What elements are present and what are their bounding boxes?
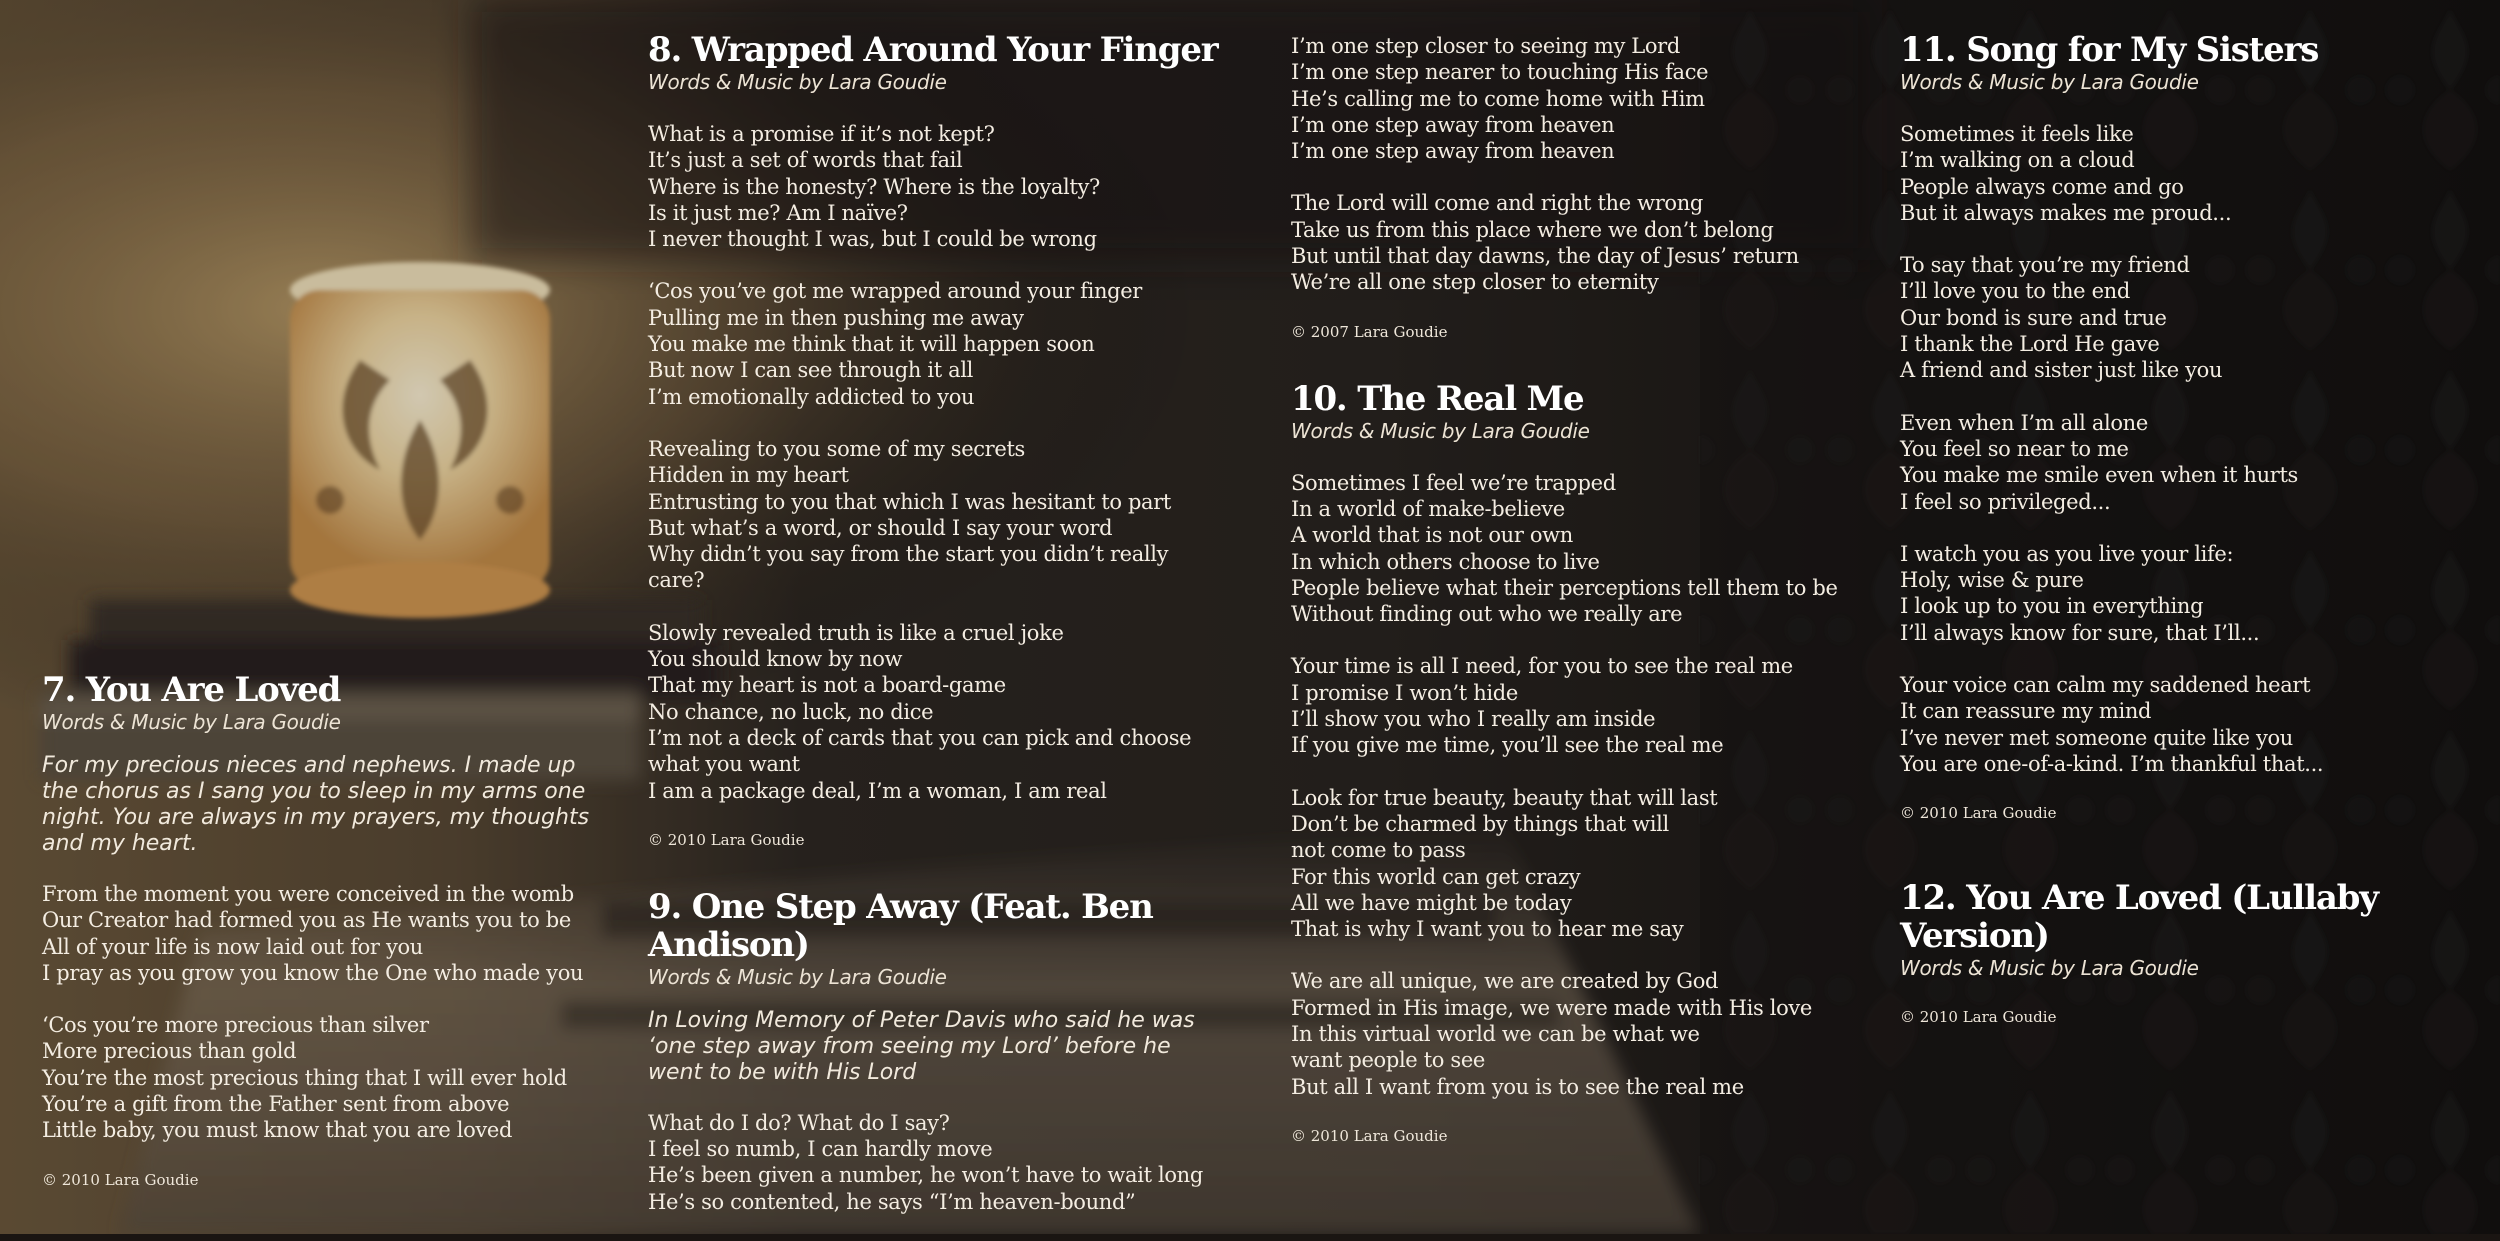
stanza <box>42 1012 602 1143</box>
stanza <box>1291 190 1891 295</box>
lyric-line: He’s calling me to come home with Him <box>1291 86 1705 111</box>
copyright: © 2010 Lara Goudie <box>1900 804 2057 823</box>
song-11 <box>1900 31 2460 823</box>
stanza <box>1291 470 1891 628</box>
lyric-line: In a world of make-believe <box>1291 496 1565 521</box>
lyric-line: Slowly revealed truth is like a cruel joke <box>648 620 1064 645</box>
lyric-line: not come to pass <box>1291 838 1466 863</box>
lyric-line: Sometimes I feel we’re trapped <box>1291 470 1616 495</box>
stanza <box>1900 672 2460 777</box>
lyric-line: You make me think that it will happen soon <box>648 332 1095 357</box>
lyric-line: I never thought I was, but I could be wrong <box>648 227 1097 252</box>
song-title: 10. The Real Me <box>1291 378 1584 419</box>
stanza <box>648 278 1258 409</box>
lyric-line: Our Creator had formed you as He wants you to be <box>42 908 571 933</box>
lyric-line: Where is the honesty? Where is the loyalty? <box>648 174 1100 199</box>
column-4 <box>1900 31 2460 1027</box>
song-credit: Words & Music by Lara Goudie <box>1900 70 2199 94</box>
lyric-line: I watch you as you live your life: <box>1900 541 2234 566</box>
lyric-line: To say that you’re my friend <box>1900 253 2190 278</box>
lyric-line: That is why I want you to hear me say <box>1291 917 1684 942</box>
lyric-line: Revealing to you some of my secrets <box>648 436 1025 461</box>
lyric-line: In this virtual world we can be what we <box>1291 1022 1700 1047</box>
lyric-line: Without finding out who we really are <box>1291 602 1683 627</box>
lyric-line: I’m not a deck of cards that you can pick and choose what you want <box>648 725 1192 777</box>
lyric-line: ‘Cos you’re more precious than silver <box>42 1013 429 1038</box>
lyric-line: But it always makes me proud... <box>1900 200 2232 225</box>
stanza <box>1900 252 2460 383</box>
stanza <box>648 1110 1258 1215</box>
lyric-line: Sometimes it feels like <box>1900 122 2134 146</box>
lyric-line: You are one-of-a-kind. I’m thankful that... <box>1900 751 2324 776</box>
stanza <box>1291 653 1891 758</box>
lyric-line: Our bond is sure and true <box>1900 305 2167 330</box>
stanza <box>648 620 1258 804</box>
lyric-line: We are all unique, we are created by God <box>1291 969 1719 994</box>
song-credit: Words & Music by Lara Goudie <box>1291 418 1590 443</box>
stanza <box>648 121 1258 252</box>
lyric-line: But what’s a word, or should I say your word <box>648 515 1113 540</box>
column-1 <box>42 671 602 1190</box>
lyric-line: Entrusting to you that which I was hesitant to part <box>648 489 1171 514</box>
song-9 <box>648 888 1258 1215</box>
lyric-line: Pulling me in then pushing me away <box>648 305 1024 330</box>
lyric-line: I’m one step nearer to touching His face <box>1291 60 1709 85</box>
song-title: 7. You Are Loved <box>42 670 341 710</box>
lyric-line: Holy, wise & pure <box>1900 568 2084 593</box>
lyric-line: What do I do? What do I say? <box>648 1110 950 1135</box>
copyright: © 2010 Lara Goudie <box>1900 1008 2057 1027</box>
lyric-line: I am a package deal, I’m a woman, I am real <box>648 778 1107 803</box>
column-3 <box>1291 33 1891 1146</box>
lyric-line: From the moment you were conceived in the womb <box>42 882 574 906</box>
copyright: © 2010 Lara Goudie <box>42 1170 199 1189</box>
lyric-line: But now I can see through it all <box>648 358 974 383</box>
lyric-line: A world that is not our own <box>1291 523 1573 548</box>
lyric-line: want people to see <box>1291 1048 1485 1073</box>
copyright: © 2010 Lara Goudie <box>648 830 805 849</box>
lyric-line: I promise I won’t hide <box>1291 680 1518 705</box>
lyric-line: I’ll always know for sure, that I’ll... <box>1900 620 2260 645</box>
song-title: 8. Wrapped Around Your Finger <box>648 30 1218 70</box>
lyric-line: I pray as you grow you know the One who made you <box>42 960 584 985</box>
lyric-line: Your voice can calm my saddened heart <box>1900 673 2311 698</box>
lyric-line: I’m one step closer to seeing my Lord <box>1291 34 1680 58</box>
lyric-line: Your time is all I need, for you to see the real me <box>1291 654 1793 679</box>
stanza <box>1900 541 2460 646</box>
song-10 <box>1291 380 1891 1146</box>
lyric-line: You’re a gift from the Father sent from above <box>42 1092 510 1117</box>
song-dedication: For my precious nieces and nephews. I made up the chorus as I sang you to sleep in my arms one night. You are always in my prayers, my thoughts and my heart. <box>42 753 590 856</box>
copyright: © 2010 Lara Goudie <box>1291 1126 1448 1145</box>
lyric-line: More precious than gold <box>42 1039 297 1064</box>
lyric-line: I’m emotionally addicted to you <box>648 384 975 409</box>
stanza <box>1291 785 1891 943</box>
copyright: © 2007 Lara Goudie <box>1291 322 1448 341</box>
song-credit: Words & Music by Lara Goudie <box>648 70 947 94</box>
column-2 <box>648 31 1258 1241</box>
lyric-line: Take us from this place where we don’t belong <box>1291 217 1774 242</box>
song-9-continued <box>1291 33 1891 342</box>
lyric-line: The Lord will come and right the wrong <box>1291 191 1703 216</box>
song-7 <box>42 671 602 1190</box>
lyric-line: Even when I’m all alone <box>1900 410 2148 435</box>
lyric-line: Look for true beauty, beauty that will last <box>1291 785 1718 810</box>
lyric-line: You’re the most precious thing that I will ever hold <box>42 1065 567 1090</box>
lyric-line: I’m one step away from heaven <box>1291 139 1615 164</box>
lyric-line: Little baby, you must know that you are loved <box>42 1118 513 1143</box>
stanza <box>648 436 1258 594</box>
lyric-line: Why didn’t you say from the start you didn’t really care? <box>648 542 1169 593</box>
stanza <box>1900 410 2460 515</box>
song-credit: Words & Music by Lara Goudie <box>1900 956 2199 981</box>
lyric-line: But until that day dawns, the day of Jesus’ return <box>1291 244 1799 269</box>
song-title: 11. Song for My Sisters <box>1900 30 2319 70</box>
lyric-line: Formed in His image, we were made with His love <box>1291 995 1812 1020</box>
lyric-line: I thank the Lord He gave <box>1900 332 2160 357</box>
song-title: 12. You Are Loved (Lullaby Version) <box>1900 878 2378 957</box>
lyric-line: People believe what their perceptions tell them to be <box>1291 575 1838 600</box>
lyric-line: That my heart is not a board-game <box>648 673 1006 698</box>
stanza <box>42 881 602 986</box>
song-title: 9. One Step Away (Feat. Ben Andison) <box>648 886 1153 965</box>
lyric-line: We’re all one step closer to eternity <box>1291 270 1659 295</box>
song-dedication: In Loving Memory of Peter Davis who said he was ‘one step away from seeing my Lord’ before he went to be with His Lord <box>648 1007 1195 1085</box>
song-8 <box>648 31 1258 850</box>
lyric-line: For this world can get crazy <box>1291 864 1581 889</box>
lyric-line: A friend and sister just like you <box>1900 358 2223 383</box>
song-12 <box>1900 879 2460 1027</box>
lyric-line: It can reassure my mind <box>1900 699 2152 724</box>
stanza <box>1291 968 1891 1099</box>
lyric-line: I feel so privileged... <box>1900 489 2111 514</box>
lyric-line: I’ve never met someone quite like you <box>1900 725 2293 750</box>
lyric-line: I’m one step away from heaven <box>1291 112 1615 137</box>
song-credit: Words & Music by Lara Goudie <box>648 964 947 989</box>
lyric-line: I feel so numb, I can hardly move <box>648 1137 993 1162</box>
lyric-line: It’s just a set of words that fail <box>648 148 963 173</box>
stanza <box>1900 121 2460 226</box>
lyric-line: I look up to you in everything <box>1900 594 2204 619</box>
lyric-line: I’ll love you to the end <box>1900 279 2130 304</box>
lyric-line: What is a promise if it’s not kept? <box>648 122 995 146</box>
lyric-line: In which others choose to live <box>1291 549 1600 574</box>
lyric-line: You make me smile even when it hurts <box>1900 463 2298 488</box>
lyric-line: If you give me time, you’ll see the real me <box>1291 733 1724 758</box>
lyric-line: All of your life is now laid out for you <box>42 934 423 959</box>
lyric-line: He’s so contented, he says “I’m heaven-bound” <box>648 1189 1136 1214</box>
stanza <box>1291 33 1891 164</box>
lyric-line: No chance, no luck, no dice <box>648 699 934 724</box>
lyric-line: You feel so near to me <box>1900 436 2129 461</box>
lyric-line: I’ll show you who I really am inside <box>1291 707 1656 732</box>
lyric-line: ‘Cos you’ve got me wrapped around your finger <box>648 279 1142 304</box>
lyric-line: Don’t be charmed by things that will <box>1291 811 1669 836</box>
lyric-line: Is it just me? Am I naïve? <box>648 200 908 225</box>
lyric-line: Hidden in my heart <box>648 463 849 488</box>
lyric-line: But all I want from you is to see the real me <box>1291 1074 1744 1099</box>
lyric-line: People always come and go <box>1900 174 2184 199</box>
lyric-line: I’m walking on a cloud <box>1900 148 2135 173</box>
lyric-line: He’s been given a number, he won’t have to wait long <box>648 1163 1203 1188</box>
lyric-line: All we have might be today <box>1291 890 1572 915</box>
lyric-line: You should know by now <box>648 647 903 672</box>
song-credit: Words & Music by Lara Goudie <box>42 710 341 734</box>
